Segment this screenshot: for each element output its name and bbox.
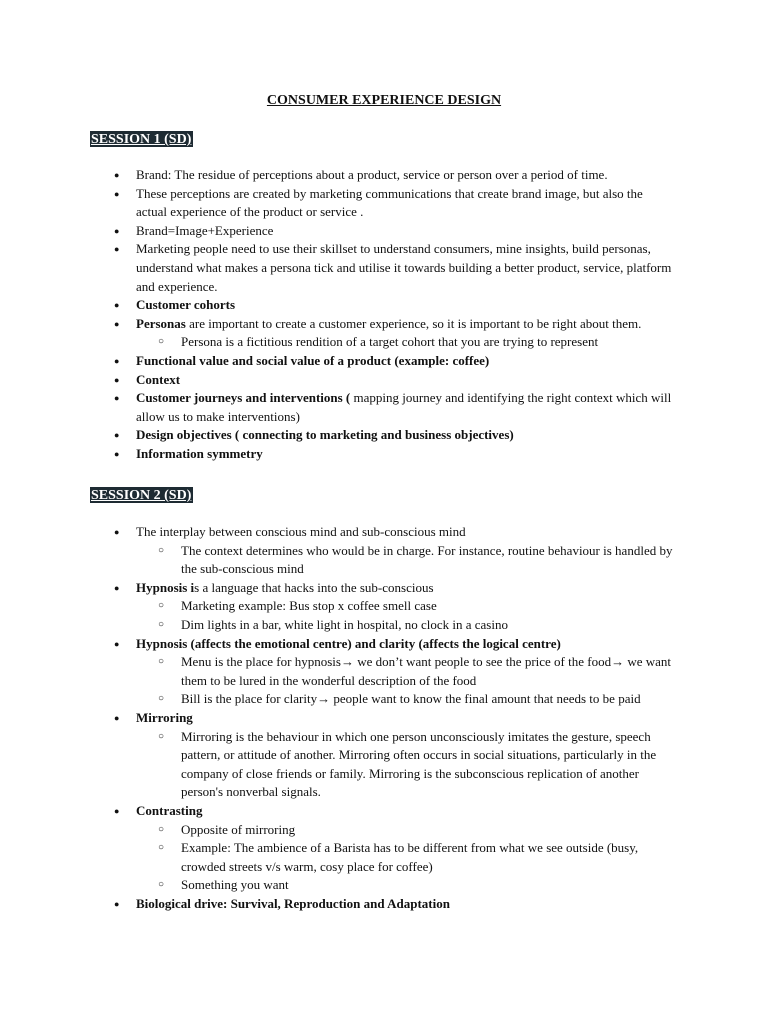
session-2-heading: SESSION 2 (SD): [91, 488, 192, 503]
bullet-item: [0, 240, 676, 296]
bullet-item: [0, 222, 676, 241]
bullet-text: These perceptions are created by marketing communications that create brand image, but also the actual experience of the product or service .: [136, 185, 643, 220]
sub-bullet-item: ○ Menu is the place for hypnosis→ we don’t want people to see the price of the food→ we want them to be lured in the wonderful description of the food: [136, 653, 676, 690]
bullet-bold-text: Hypnosis (affects the emotional centre) and clarity (affects the logical centre): [136, 635, 561, 651]
sub-bullet-item: ○ Opposite of mirroring: [136, 821, 676, 840]
sub-bullet-list: [136, 333, 676, 352]
bullet-text: mapping journey and identifying the right context which will allow us to make interventions): [136, 390, 672, 424]
sub-bullet-list: [136, 653, 676, 709]
bullet-text: The interplay between conscious mind and sub-conscious mind: [136, 524, 466, 539]
bullet-item: [0, 315, 676, 352]
bullet-item: [0, 802, 676, 895]
sub-bullet-list: [136, 542, 676, 579]
bullet-bold-text: Mirroring: [136, 709, 193, 725]
session-1-list: [0, 166, 768, 464]
bullet-bold-text: Functional value and social value of a product (example: coffee): [136, 352, 490, 368]
bullet-bold-text: Personas: [136, 315, 186, 331]
sub-bullet-item: ○ Dim lights in a bar, white light in hospital, no clock in a casino: [136, 616, 676, 635]
bullet-bold-text: Customer cohorts: [136, 297, 236, 313]
bullet-bold-text: Biological drive: Survival, Reproduction and Adaptation: [136, 895, 450, 911]
bullet-text: are important to create a customer experience, so it is important to be right about them.: [185, 315, 642, 331]
sub-bullet-item: ○ Example: The ambience of a Barista has to be different from what we see outside (busy, crowded streets v/s warm, cosy place for coffee): [136, 839, 676, 876]
session-1-heading: SESSION 1 (SD): [91, 132, 192, 147]
bullet-bold-text: Context: [136, 371, 181, 387]
bullet-item: [0, 709, 676, 802]
bullet-bold-text: Contrasting: [136, 802, 203, 818]
bullet-item: [0, 389, 676, 426]
sub-bullet-item: ○ Persona is a fictitious rendition of a target cohort that you are trying to represent: [136, 333, 676, 352]
bullet-bold-text: Design objectives ( connecting to marketing and business objectives): [136, 427, 514, 443]
bullet-bold-text: Customer journeys and interventions (: [136, 390, 351, 406]
bullet-bold-text: Information symmetry: [136, 445, 263, 461]
sub-bullet-item: ○ Mirroring is the behaviour in which one person unconsciously imitates the gesture, speech pattern, or attitude of another. Mirroring often occurs in social situations, particularly in the company of close friends or family. Mirroring is the subconscious replication of another person's nonverbal signals.: [136, 728, 676, 802]
bullet-item: [0, 635, 676, 709]
sub-bullet-item: ○ Marketing example: Bus stop x coffee smell case: [136, 597, 676, 616]
bullet-text: s a language that hacks into the sub-conscious: [194, 579, 434, 595]
sub-bullet-item: ○ The context determines who would be in charge. For instance, routine behaviour is handled by the sub-conscious mind: [136, 542, 676, 579]
bullet-bold-text: Hypnosis i: [136, 579, 195, 595]
bullet-text: Brand=Image+Experience: [136, 222, 274, 238]
bullet-item: [0, 352, 676, 371]
sub-bullet-item: ○ Something you want: [136, 876, 676, 895]
bullet-item: [0, 185, 676, 222]
bullet-item: [0, 371, 676, 390]
bullet-text: Brand: The residue of perceptions about a product, service or person over a period of time.: [136, 167, 608, 182]
bullet-item: [0, 166, 676, 185]
sub-bullet-item: ○ Bill is the place for clarity→ people want to know the final amount that needs to be paid: [136, 690, 676, 709]
bullet-item: [0, 579, 676, 635]
sub-bullet-list: [136, 597, 676, 634]
bullet-item: [0, 895, 676, 914]
document-title: CONSUMER EXPERIENCE DESIGN: [266, 93, 502, 108]
bullet-item: [0, 523, 676, 579]
bullet-item: [0, 296, 676, 315]
sub-bullet-list: [136, 821, 676, 895]
bullet-item: [0, 426, 676, 445]
session-2-list: [0, 523, 768, 913]
bullet-text: Marketing people need to use their skillset to understand consumers, mine insights, build personas, understand what makes a persona tick and utilise it towards building a better product, service, platform and experience.: [136, 241, 672, 294]
sub-bullet-list: [136, 728, 676, 802]
bullet-item: [0, 445, 676, 464]
